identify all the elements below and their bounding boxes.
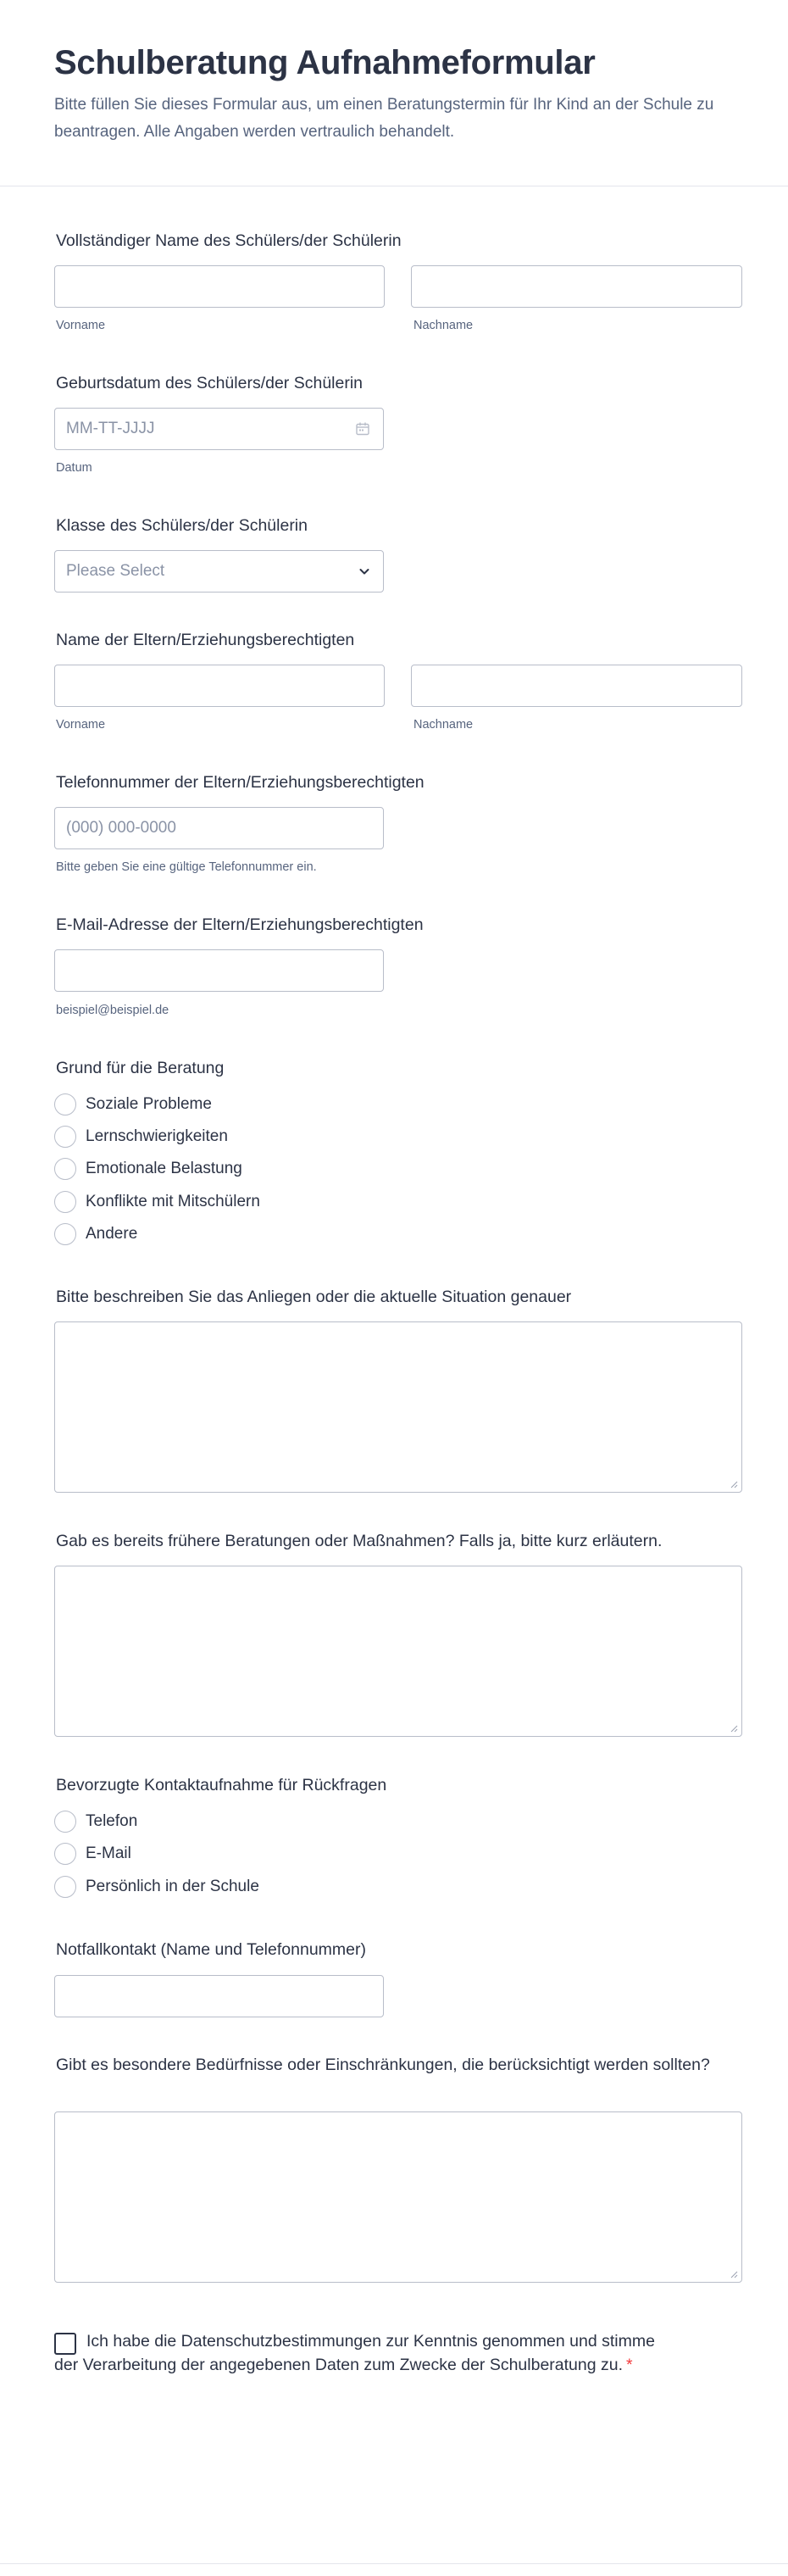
- emergency-label: Notfallkontakt (Name und Telefonnummer): [56, 1940, 366, 1959]
- radio-label: Soziale Probleme: [86, 1095, 212, 1113]
- contact-option-persoenlich[interactable]: [54, 1874, 259, 1900]
- radio-label: Andere: [86, 1225, 138, 1243]
- email-label: E-Mail-Adresse der Eltern/Erziehungsberechtigten: [56, 915, 424, 934]
- previous-label: Gab es bereits frühere Beratungen oder Maßnahmen? Falls ja, bitte kurz erläutern.: [56, 1532, 663, 1550]
- birthdate-label: Geburtsdatum des Schülers/der Schülerin: [56, 374, 363, 392]
- birthdate-placeholder: MM-TT-JJJJ: [66, 420, 155, 437]
- reason-label: Grund für die Beratung: [56, 1059, 225, 1077]
- required-asterisk: *: [626, 2356, 633, 2374]
- form-title: Schulberatung Aufnahmeformular: [54, 44, 596, 81]
- radio-button[interactable]: [54, 1093, 76, 1116]
- previous-textarea[interactable]: [54, 1566, 742, 1737]
- contact-pref-label: Bevorzugte Kontaktaufnahme für Rückfragen: [56, 1776, 387, 1794]
- radio-label: Lernschwierigkeiten: [86, 1127, 228, 1145]
- form-subtitle: Bitte füllen Sie dieses Formular aus, um einen Beratungstermin für Ihr Kind an der Schule zu beantragen. Alle Angaben werden vertraulich behandelt.: [54, 96, 714, 141]
- grade-label: Klasse des Schülers/der Schülerin: [56, 516, 308, 535]
- parent-first-name-sublabel: Vorname: [56, 718, 106, 732]
- resize-handle-icon[interactable]: [730, 1724, 738, 1733]
- birthdate-input[interactable]: [54, 408, 384, 450]
- radio-label: Telefon: [86, 1812, 138, 1830]
- reason-option-emotionale-belastung[interactable]: [54, 1156, 242, 1182]
- emergency-input[interactable]: [54, 1975, 384, 2017]
- radio-button[interactable]: [54, 1126, 76, 1148]
- special-needs-label: Gibt es besondere Bedürfnisse oder Einschränkungen, die berücksichtigt werden sollten?: [56, 2056, 710, 2074]
- reason-option-konflikte[interactable]: [54, 1189, 260, 1215]
- phone-sublabel: Bitte geben Sie eine gültige Telefonnummer ein.: [56, 860, 317, 874]
- phone-input[interactable]: [54, 807, 384, 849]
- consent-text: [54, 2329, 664, 2377]
- student-name-label: Vollständiger Name des Schülers/der Schülerin: [56, 231, 402, 250]
- resize-handle-icon[interactable]: [730, 2270, 738, 2278]
- phone-placeholder: (000) 000-0000: [66, 819, 176, 837]
- description-textarea[interactable]: [54, 1321, 742, 1493]
- form-header: [0, 0, 788, 186]
- reason-option-lernschwierigkeiten[interactable]: [54, 1124, 228, 1149]
- student-last-name-input[interactable]: [411, 265, 742, 308]
- email-input[interactable]: [54, 949, 384, 992]
- radio-button[interactable]: [54, 1811, 76, 1833]
- radio-button[interactable]: [54, 1158, 76, 1180]
- resize-handle-icon[interactable]: [730, 1480, 738, 1488]
- parent-first-name-input[interactable]: [54, 665, 385, 707]
- radio-button[interactable]: [54, 1191, 76, 1213]
- parent-last-name-input[interactable]: [411, 665, 742, 707]
- radio-label: Emotionale Belastung: [86, 1160, 242, 1177]
- description-label: Bitte beschreiben Sie das Anliegen oder die aktuelle Situation genauer: [56, 1288, 572, 1306]
- student-last-name-sublabel: Nachname: [413, 319, 474, 332]
- student-first-name-input[interactable]: [54, 265, 385, 308]
- radio-button[interactable]: [54, 1876, 76, 1898]
- radio-label: E-Mail: [86, 1844, 131, 1862]
- birthdate-sublabel: Datum: [56, 461, 92, 475]
- grade-selected-value: Please Select: [66, 562, 165, 580]
- consent-label: Ich habe die Datenschutzbestimmungen zur Kenntnis genommen und stimme der Verarbeitung der angegebenen Daten zum Zwecke der Schulberatung zu.: [54, 2332, 655, 2374]
- chevron-down-icon: [358, 565, 371, 578]
- reason-option-soziale-probleme[interactable]: [54, 1092, 212, 1117]
- phone-label: Telefonnummer der Eltern/Erziehungsberechtigten: [56, 773, 425, 792]
- contact-option-email[interactable]: [54, 1841, 131, 1867]
- parent-name-label: Name der Eltern/Erziehungsberechtigten: [56, 631, 355, 649]
- radio-label: Persönlich in der Schule: [86, 1878, 259, 1895]
- parent-last-name-sublabel: Nachname: [413, 718, 474, 732]
- calendar-icon[interactable]: [354, 420, 371, 437]
- grade-select[interactable]: [54, 550, 384, 593]
- radio-button[interactable]: [54, 1843, 76, 1865]
- special-needs-textarea[interactable]: [54, 2111, 742, 2283]
- footer-divider: [0, 2563, 788, 2564]
- radio-label: Konflikte mit Mitschülern: [86, 1193, 260, 1210]
- email-sublabel: beispiel@beispiel.de: [56, 1004, 169, 1017]
- student-first-name-sublabel: Vorname: [56, 319, 106, 332]
- reason-option-andere[interactable]: [54, 1221, 137, 1247]
- contact-option-telefon[interactable]: [54, 1809, 137, 1834]
- radio-button[interactable]: [54, 1223, 76, 1245]
